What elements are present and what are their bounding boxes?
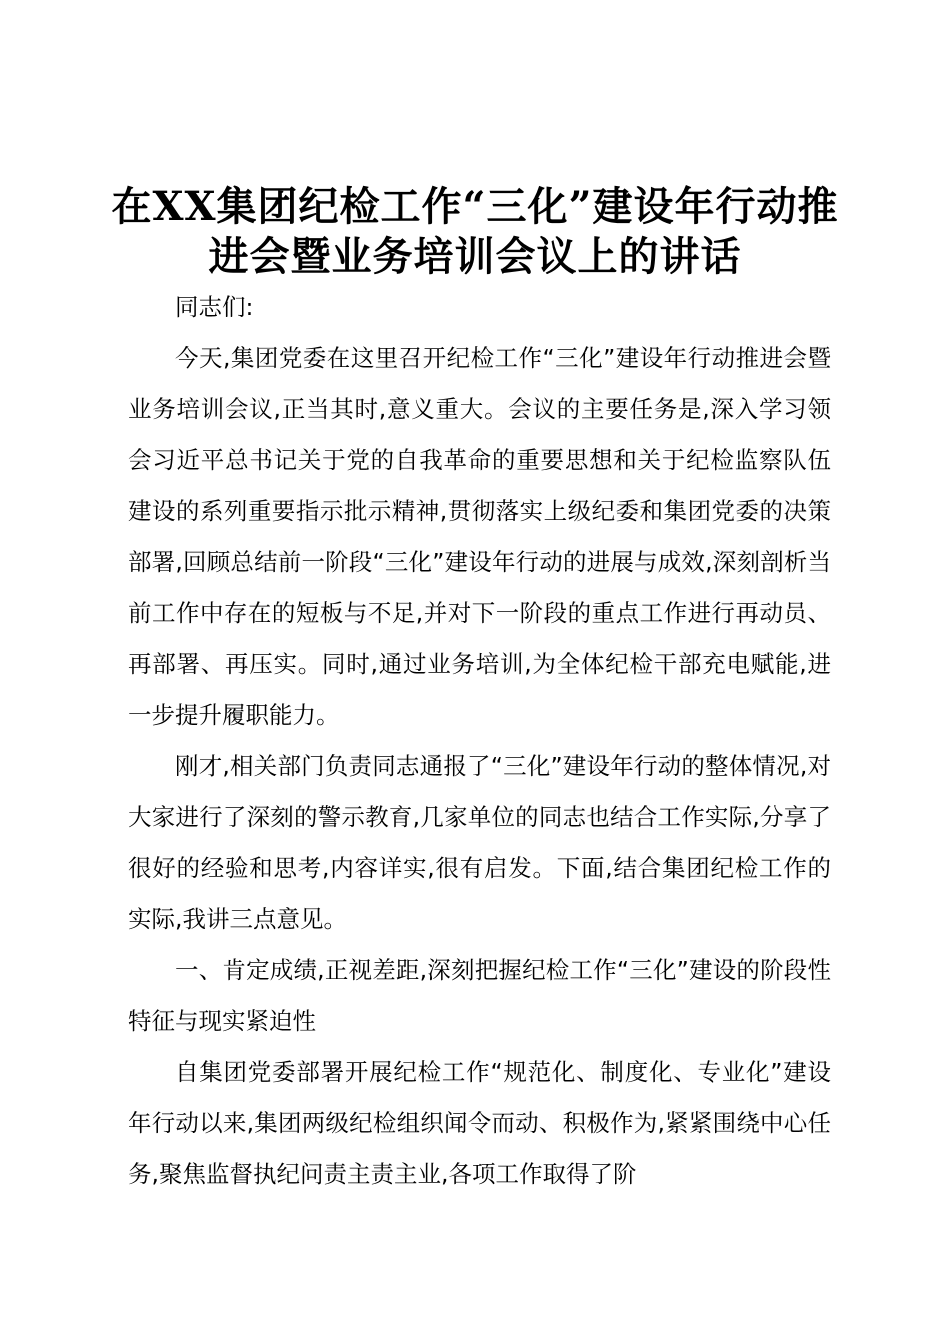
section-heading: 一、肯定成绩,正视差距,深刻把握纪检工作“三化”建设的阶段性特征与现实紧迫性	[128, 956, 831, 1035]
document-body	[128, 282, 831, 1200]
paragraph-opening: 今天,集团党委在这里召开纪检工作“三化”建设年行动推进会暨业务培训会议,正当其时,意义重大。会议的主要任务是,深入学习领会习近平总书记关于党的自我革命的重要思想和关于纪检监察队伍建设的系列重要指示批示精神,贯彻落实上级纪委和集团党委的决策部署,回顾总结前一阶段“三化”建设年行动的进展与成效,深刻剖析当前工作中存在的短板与不足,并对下一阶段的重点工作进行再动员、再部署、再压实。同时,通过业务培训,为全体纪检干部充电赋能,进一步提升履职能力。	[128, 344, 831, 729]
salutation: 同志们:	[175, 293, 254, 321]
paragraph-section-one: 自集团党委部署开展纪检工作“规范化、制度化、专业化”建设年行动以来,集团两级纪检组织闻令而动、积极作为,紧紧围绕中心任务,聚焦监督执纪问责主责主业,各项工作取得了阶	[128, 1058, 831, 1188]
paragraph-report: 刚才,相关部门负责同志通报了“三化”建设年行动的整体情况,对大家进行了深刻的警示教育,几家单位的同志也结合工作实际,分享了很好的经验和思考,内容详实,很有启发。下面,结合集团纪检工作的实际,我讲三点意见。	[128, 752, 831, 933]
document-title: 在XX集团纪检工作“三化”建设年行动推进会暨业务培训会议上的讲话	[111, 183, 839, 280]
